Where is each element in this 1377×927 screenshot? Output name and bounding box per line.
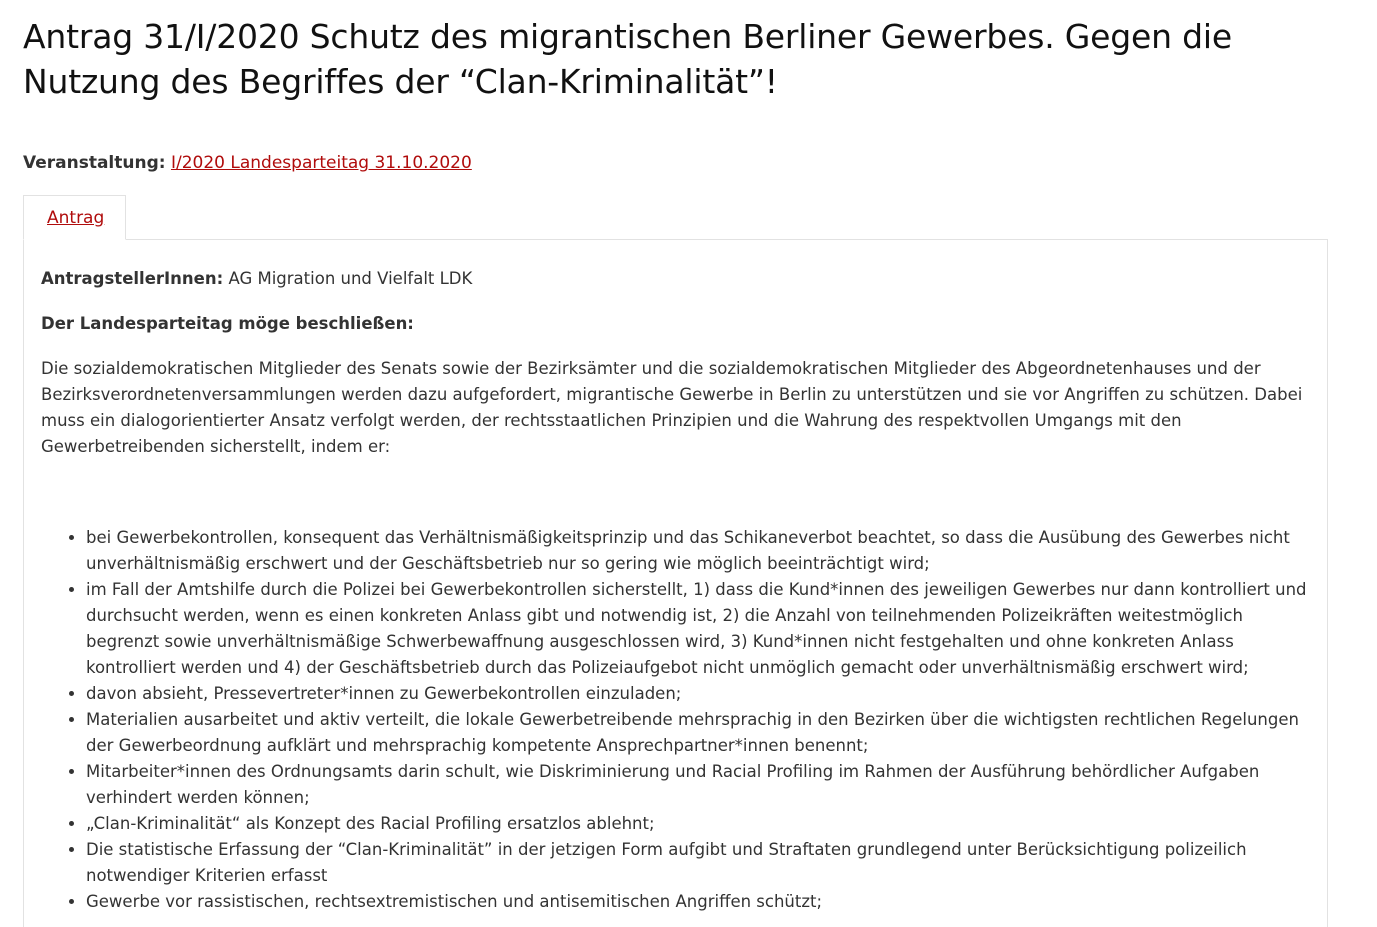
list-item: • Materialien ausarbeitet und aktiv verteilt, die lokale Gewerbetreibende mehrsprachig in den Bezirken über die wichtigsten rechtlichen Regelungen der Gewerbeordnung aufklärt und mehrsprachig kompetente Ansprechpartner*innen benennt; xyxy=(86,707,1311,759)
list-item: • davon absieht, Pressevertreter*innen zu Gewerbekontrollen einzuladen; xyxy=(86,681,1311,707)
list-item: • Gewerbe vor rassistischen, rechtsextremistischen und antisemitischen Angriffen schützt; xyxy=(86,889,1311,915)
tab-antrag-label[interactable]: Antrag xyxy=(47,208,105,228)
list-item: • Mitarbeiter*innen des Ordnungsamts darin schult, wie Diskriminierung und Racial Profiling im Rahmen der Ausführung behördlicher Aufgaben verhindert werden können; xyxy=(86,759,1311,811)
list-item: • im Fall der Amtshilfe durch die Polizei bei Gewerbekontrollen sicherstellt, 1) dass die Kund*innen des jeweiligen Gewerbes nur dann kontrolliert und durchsucht werden, wenn es einen konkreten Anlass gibt und notwendig ist, 2) die Anzahl von teilnehmenden Polizeikräften weitestmöglich begrenzt sowie unverhältnismäßige Schwerbewaffnung ausgeschlossen wird, 3) Kund*innen nicht festgehalten und ohne konkreten Anlass kontrolliert werden und 4) der Geschäftsbetrieb durch das Polizeiaufgebot nicht unmöglich gemacht oder unverhältnismäßig erschwert wird; xyxy=(86,577,1311,681)
tab-panel xyxy=(23,239,1328,927)
list-item: • „Clan-Kriminalität“ als Konzept des Racial Profiling ersatzlos ablehnt; xyxy=(86,811,1311,837)
demands-list xyxy=(41,525,1311,915)
event-line xyxy=(23,151,472,175)
resolution-heading: Der Landesparteitag möge beschließen: xyxy=(41,314,414,333)
page-title: Antrag 31/I/2020 Schutz des migrantischen Berliner Gewerbes. Gegen die Nutzung des Begriffes der “Clan-Kriminalität”! xyxy=(23,17,1232,101)
list-item: • Die statistische Erfassung der “Clan-Kriminalität” in der jetzigen Form aufgibt und Straftaten grundlegend unter Berücksichtigung polizeilich notwendiger Kriterien erfasst xyxy=(86,837,1311,889)
list-item: • bei Gewerbekontrollen, konsequent das Verhältnismäßigkeitsprinzip und das Schikaneverbot beachtet, so dass die Ausübung des Gewerbes nicht unverhältnismäßig erschwert und der Geschäftsbetrieb nur so gering wie möglich beeinträchtigt wird; xyxy=(86,525,1311,577)
applicants-line xyxy=(41,267,472,291)
tab-antrag[interactable] xyxy=(23,195,126,240)
applicants-value: AG Migration und Vielfalt LDK xyxy=(228,269,473,288)
applicants-label: AntragstellerInnen: xyxy=(41,269,224,288)
event-label: Veranstaltung: xyxy=(23,153,166,173)
event-link[interactable]: I/2020 Landesparteitag 31.10.2020 xyxy=(170,153,472,173)
motion-intro: Die sozialdemokratischen Mitglieder des Senats sowie der Bezirksämter und die sozialdemokratischen Mitglieder des Abgeordnetenhauses und der Bezirksverordnetenversammlungen werden dazu aufgefordert, migrantische Gewerbe in Berlin zu unterstützen und sie vor Angriffen zu schützen. Dabei muss ein dialogorientierter Ansatz verfolgt werden, der rechtsstaatlichen Prinzipien und die Wahrung des respektvollen Umgangs mit den Gewerbetreibenden sicherstellt, indem er: xyxy=(41,359,1303,456)
